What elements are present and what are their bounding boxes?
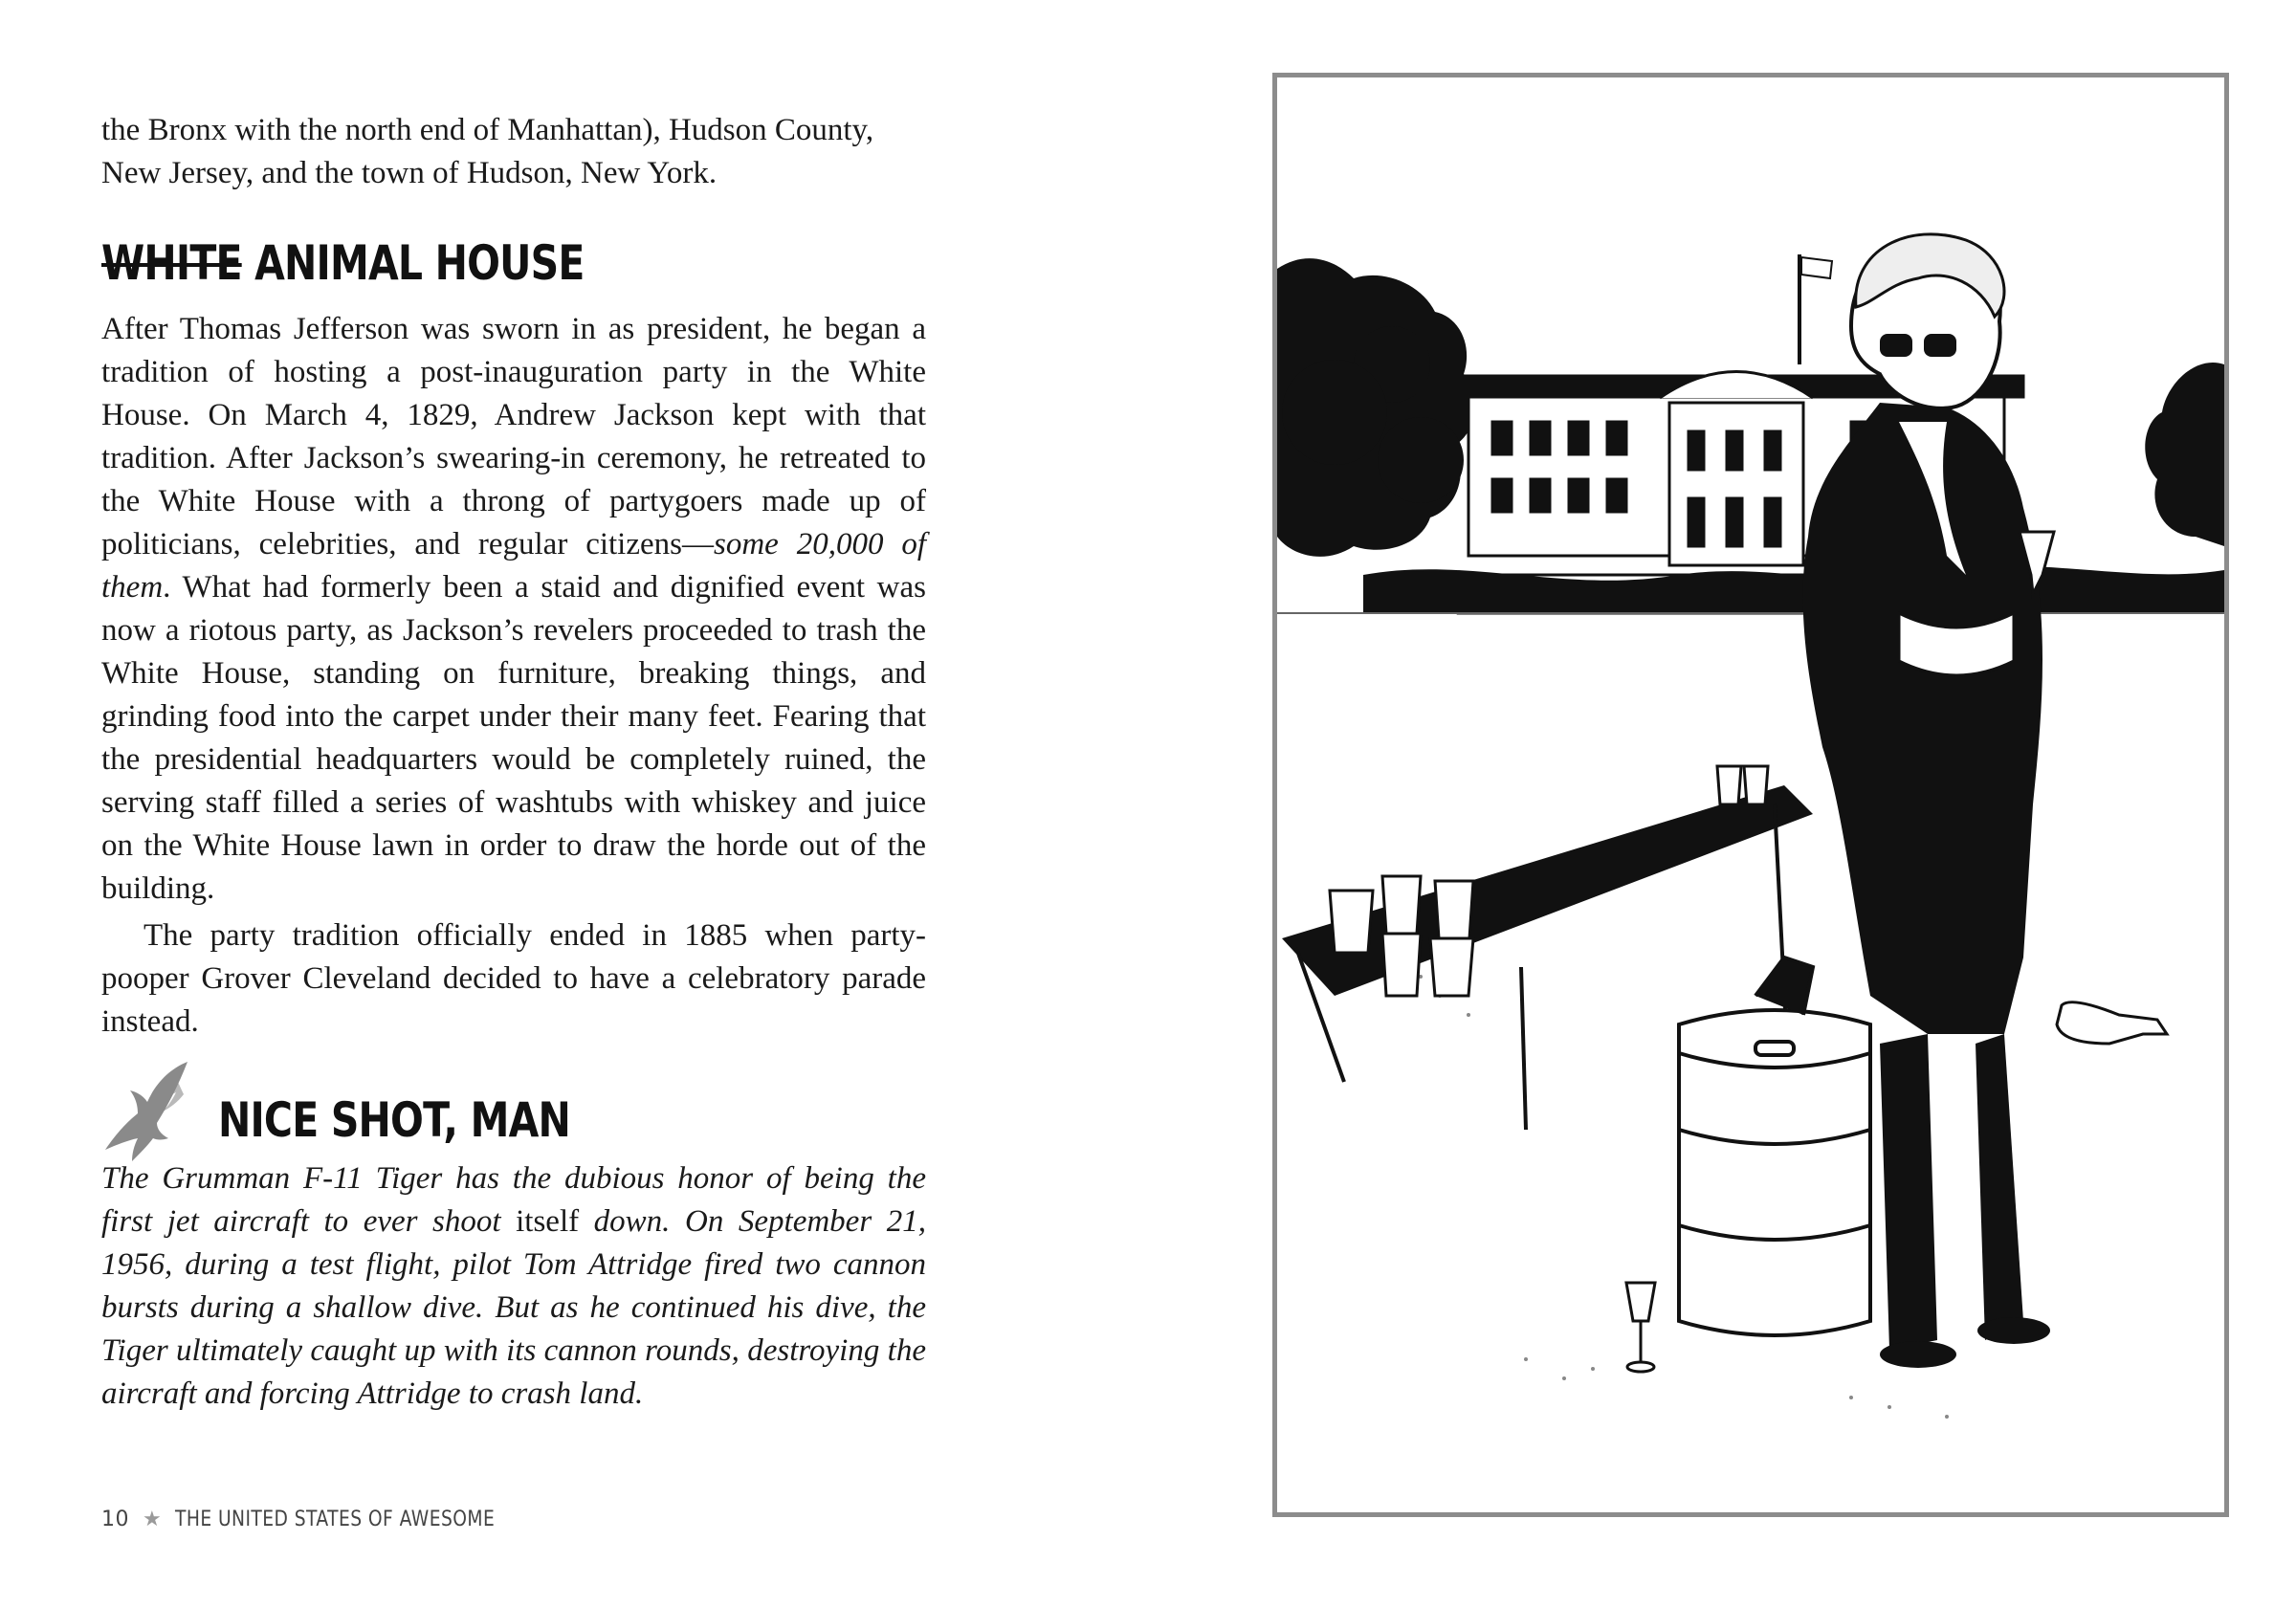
intro-line-1: the Bronx with the north end of Manhattan), Hudson County, <box>101 113 874 147</box>
struck-word: WHITE <box>101 235 242 291</box>
star-icon: ★ <box>143 1508 163 1531</box>
intro-line-2: New Jersey, and the town of Hudson, New York. <box>101 156 718 190</box>
section-heading-nice-shot-man: NICE SHOT, MAN <box>218 1092 570 1148</box>
anecdote-text: The Grumman F-11 Tiger has the dubious honor of being the first jet aircraft to ever shoot <box>101 1161 926 1239</box>
body-paragraph <box>101 308 926 911</box>
intro-text <box>101 109 926 195</box>
trees-right-illustration <box>2145 363 2224 546</box>
keg-illustration <box>1679 958 1870 1335</box>
book-title: THE UNITED STATES OF AWESOME <box>175 1508 496 1531</box>
eagle-icon <box>99 1058 191 1165</box>
illustration-frame <box>1272 73 2229 1517</box>
sunglasses-icon <box>1880 334 1912 357</box>
anecdote-text: down. On September 21, 1956, during a test flight, pilot Tom Attridge fired two cannon bursts during a shallow dive. But as he continued his dive, the Tiger ultimately caught up with its cannon rounds, destroying the aircraft and forcing Attridge to crash land. <box>101 1204 926 1411</box>
bottle-illustration <box>2057 1002 2167 1044</box>
trees-left-illustration <box>1277 258 1475 557</box>
paragraph-text: After Thomas Jefferson was sworn in as president, he began a tradition of hosting a post-inauguration party in the White House. On March 4, 1829, Andrew Jackson kept with that tradition. After Jackson’s swearing-in ceremony, he retreated to the White House with a throng of partygoers made up of politicians, celebrities, and regular citizens— <box>101 312 926 561</box>
page-footer <box>101 1508 551 1531</box>
section-heading-white-animal-house <box>101 235 585 291</box>
heading-rest: ANIMAL HOUSE <box>241 235 585 291</box>
party-illustration <box>1277 77 2224 1512</box>
white-house-flag <box>1799 254 1832 364</box>
hedge-illustration <box>1363 566 2224 613</box>
page-number: 10 <box>101 1508 129 1531</box>
glass-illustration <box>1626 1283 1655 1372</box>
upright-emphasis: itself <box>516 1204 580 1239</box>
body-paragraph-2: The party tradition officially ended in 1885 when party-pooper Grover Cleveland decided to have a celebratory parade instead. <box>101 918 926 1039</box>
anecdote-paragraph <box>101 1157 926 1416</box>
paragraph-text: . What had formerly been a staid and dignified event was now a riotous party, as Jackson’s revelers proceeded to trash the White House, standing on furniture, breaking things, and grinding food into the carpet under their many feet. Fearing that the presidential headquarters would be completely ruined, the serving staff filled a series of washtubs with whiskey and juice on the White House lawn in order to draw the horde out of the building. <box>101 570 926 906</box>
italic-emphasis: some 20,000 of them <box>101 527 926 605</box>
